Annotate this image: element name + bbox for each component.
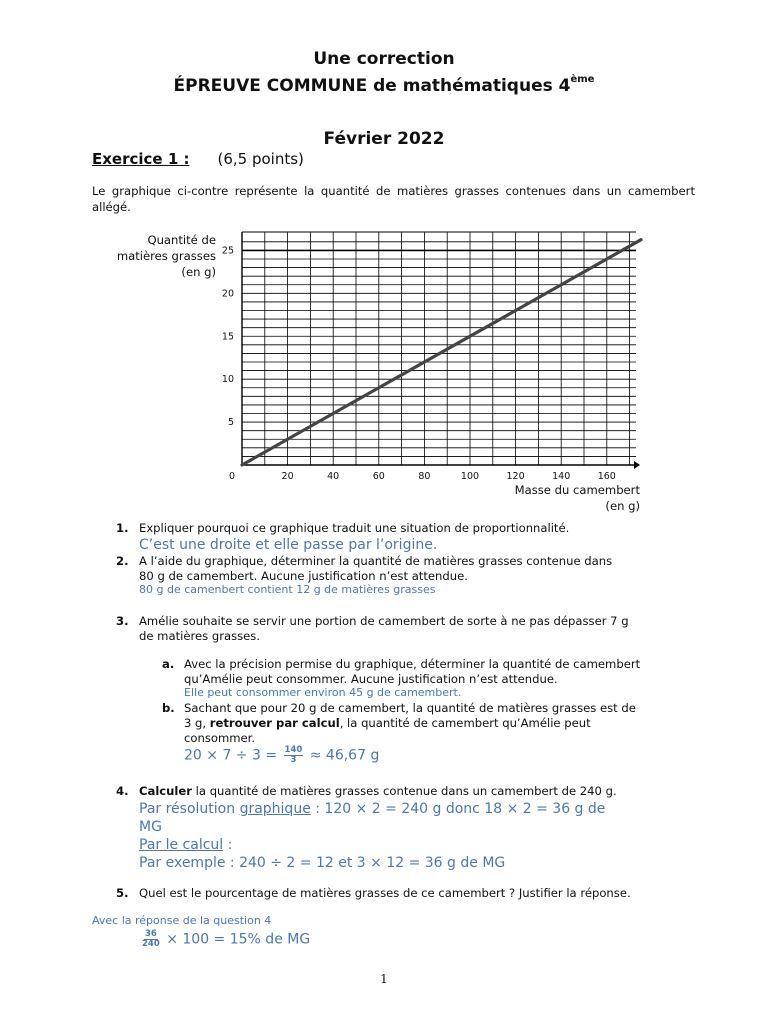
q4-ans1-ul: graphique xyxy=(239,801,311,817)
q3-text-line2: de matières grasses. xyxy=(139,629,261,643)
q5-text: Quel est le pourcentage de matières grasses de ce camembert ? Justifier la réponse. xyxy=(139,886,631,900)
q4-text xyxy=(139,784,617,799)
doc-date: Février 2022 xyxy=(323,129,445,149)
x-tick-label: 40 xyxy=(327,471,340,482)
x-tick-label: 140 xyxy=(552,471,571,482)
q3b-line2-pre: 3 g, xyxy=(184,716,210,730)
q3-text-line1: Amélie souhaite se servir une portion de camembert de sorte à ne pas dépasser 7 g xyxy=(139,614,629,628)
q2-text-line1: A l’aide du graphique, déterminer la quantité de matières grasses contenue dans xyxy=(139,554,613,568)
y-tick-label: 15 xyxy=(221,331,234,343)
x-tick-label: 20 xyxy=(281,471,294,482)
q1-number: 1. xyxy=(116,521,129,535)
doc-title-main: ÉPREUVE COMMUNE de mathématiques 4 xyxy=(173,76,571,96)
q2-text-line2: 80 g de camembert. Aucune justification n’est attendue. xyxy=(139,569,468,583)
q4-ans1-post: : 120 × 2 = 240 g donc 18 × 2 = 36 g de xyxy=(310,801,606,817)
exercise-title: Exercice 1 : xyxy=(92,150,190,168)
x-tick-label: 0 xyxy=(228,471,236,482)
y-axis-label-line1: Quantité de xyxy=(147,233,216,247)
q4-ans1-pre: Par résolution xyxy=(139,801,240,817)
q3b-line2-post: , la quantité de camembert qu’Amélie peut xyxy=(339,716,591,730)
y-axis-label-line3: (en g) xyxy=(181,265,216,279)
q3a-label: a. xyxy=(162,657,175,671)
q5-answer xyxy=(140,930,310,949)
q2-number: 2. xyxy=(116,554,129,568)
x-tick-label: 60 xyxy=(372,471,385,482)
q3b-fraction-num: 140 xyxy=(284,745,303,755)
x-tick-label: 120 xyxy=(506,471,525,482)
q3b-text-line1: Sachant que pour 20 g de camembert, la quantité de matières grasses est de xyxy=(184,701,636,715)
q3b-fraction xyxy=(284,746,304,765)
q4-answer-line1 xyxy=(139,800,695,818)
q4-number: 4. xyxy=(116,784,129,798)
q3b-text-line2 xyxy=(184,716,695,731)
x-axis-label-line1: Masse du camembert xyxy=(514,483,640,497)
q5-fraction xyxy=(142,930,160,949)
q4-text-rest: la quantité de matières grasses contenue dans un camembert de 240 g. xyxy=(192,784,617,798)
q3b-text xyxy=(184,701,695,746)
q5-answer-post: × 100 = 15% de MG xyxy=(161,931,311,948)
q2-answer: 80 g de camenbert contient 12 g de matières grasses xyxy=(139,583,436,596)
q1-answer: C’est une droite et elle passe par l’origine. xyxy=(139,537,438,553)
q1-text: Expliquer pourquoi ce graphique traduit une situation de proportionnalité. xyxy=(139,521,570,535)
chart-grid xyxy=(242,232,640,469)
q5-fraction-num: 36 xyxy=(144,929,157,939)
q3b-fraction-den: 3 xyxy=(290,755,297,765)
q3a-text-line2: qu’Amélie peut consommer. Aucune justification n’est attendue. xyxy=(184,672,558,686)
x-tick-label: 160 xyxy=(597,471,616,482)
q4-ans2-post: : xyxy=(223,837,233,853)
q4-text-bold: Calculer xyxy=(139,784,192,798)
exercise-points: (6,5 points) xyxy=(217,150,304,168)
q3b-answer xyxy=(184,746,379,765)
q3-text xyxy=(139,614,695,644)
q5-fraction-den: 240 xyxy=(142,939,160,949)
x-tick-label: 80 xyxy=(418,471,431,482)
q4-answer-line3 xyxy=(139,836,695,854)
y-tick-label: 5 xyxy=(227,417,234,429)
x-axis-label-line2: (en g) xyxy=(605,499,640,513)
q3b-answer-pre: 20 × 7 ÷ 3 = xyxy=(184,747,282,764)
x-tick-label: 100 xyxy=(460,471,480,482)
x-axis-arrow xyxy=(634,461,640,469)
y-axis-label-line2: matières grasses xyxy=(116,249,216,263)
chart-series xyxy=(242,240,641,465)
doc-title-sup: ème xyxy=(570,74,595,86)
q4-answer-line4: Par exemple : 240 ÷ 2 = 12 et 3 × 12 = 36 g de MG xyxy=(139,855,506,871)
q4-answer-line2: MG xyxy=(139,819,162,835)
q3b-text-line3: consommer. xyxy=(184,731,256,745)
series-line xyxy=(242,240,641,465)
doc-title-line1: Une correction xyxy=(313,49,455,69)
exercise-intro: Le graphique ci-contre représente la quantité de matières grasses contenues dans un camembert allégé. xyxy=(92,184,695,214)
q3b-line2-bold: retrouver par calcul xyxy=(209,716,340,730)
q5-answer-intro: Avec la réponse de la question 4 xyxy=(92,914,272,927)
y-tick-label: 20 xyxy=(221,288,234,300)
q3a-text xyxy=(184,657,695,687)
q3b-answer-post: ≈ 46,67 g xyxy=(305,747,380,764)
q4-ans2-ul: Par le calcul xyxy=(139,837,224,853)
q4-answer xyxy=(139,800,695,872)
q3-number: 3. xyxy=(116,614,129,628)
q3a-text-line1: Avec la précision permise du graphique, déterminer la quantité de camembert xyxy=(184,657,641,671)
x-axis-label xyxy=(480,482,640,514)
y-tick-label: 10 xyxy=(221,374,234,386)
q2-text xyxy=(139,554,695,584)
q5-number: 5. xyxy=(116,886,129,900)
page-number: 1 xyxy=(380,972,388,986)
y-axis-label xyxy=(100,232,216,280)
q3b-label: b. xyxy=(162,701,175,715)
q3a-answer: Elle peut consommer environ 45 g de camembert. xyxy=(184,686,462,699)
y-tick-label: 25 xyxy=(221,245,234,257)
